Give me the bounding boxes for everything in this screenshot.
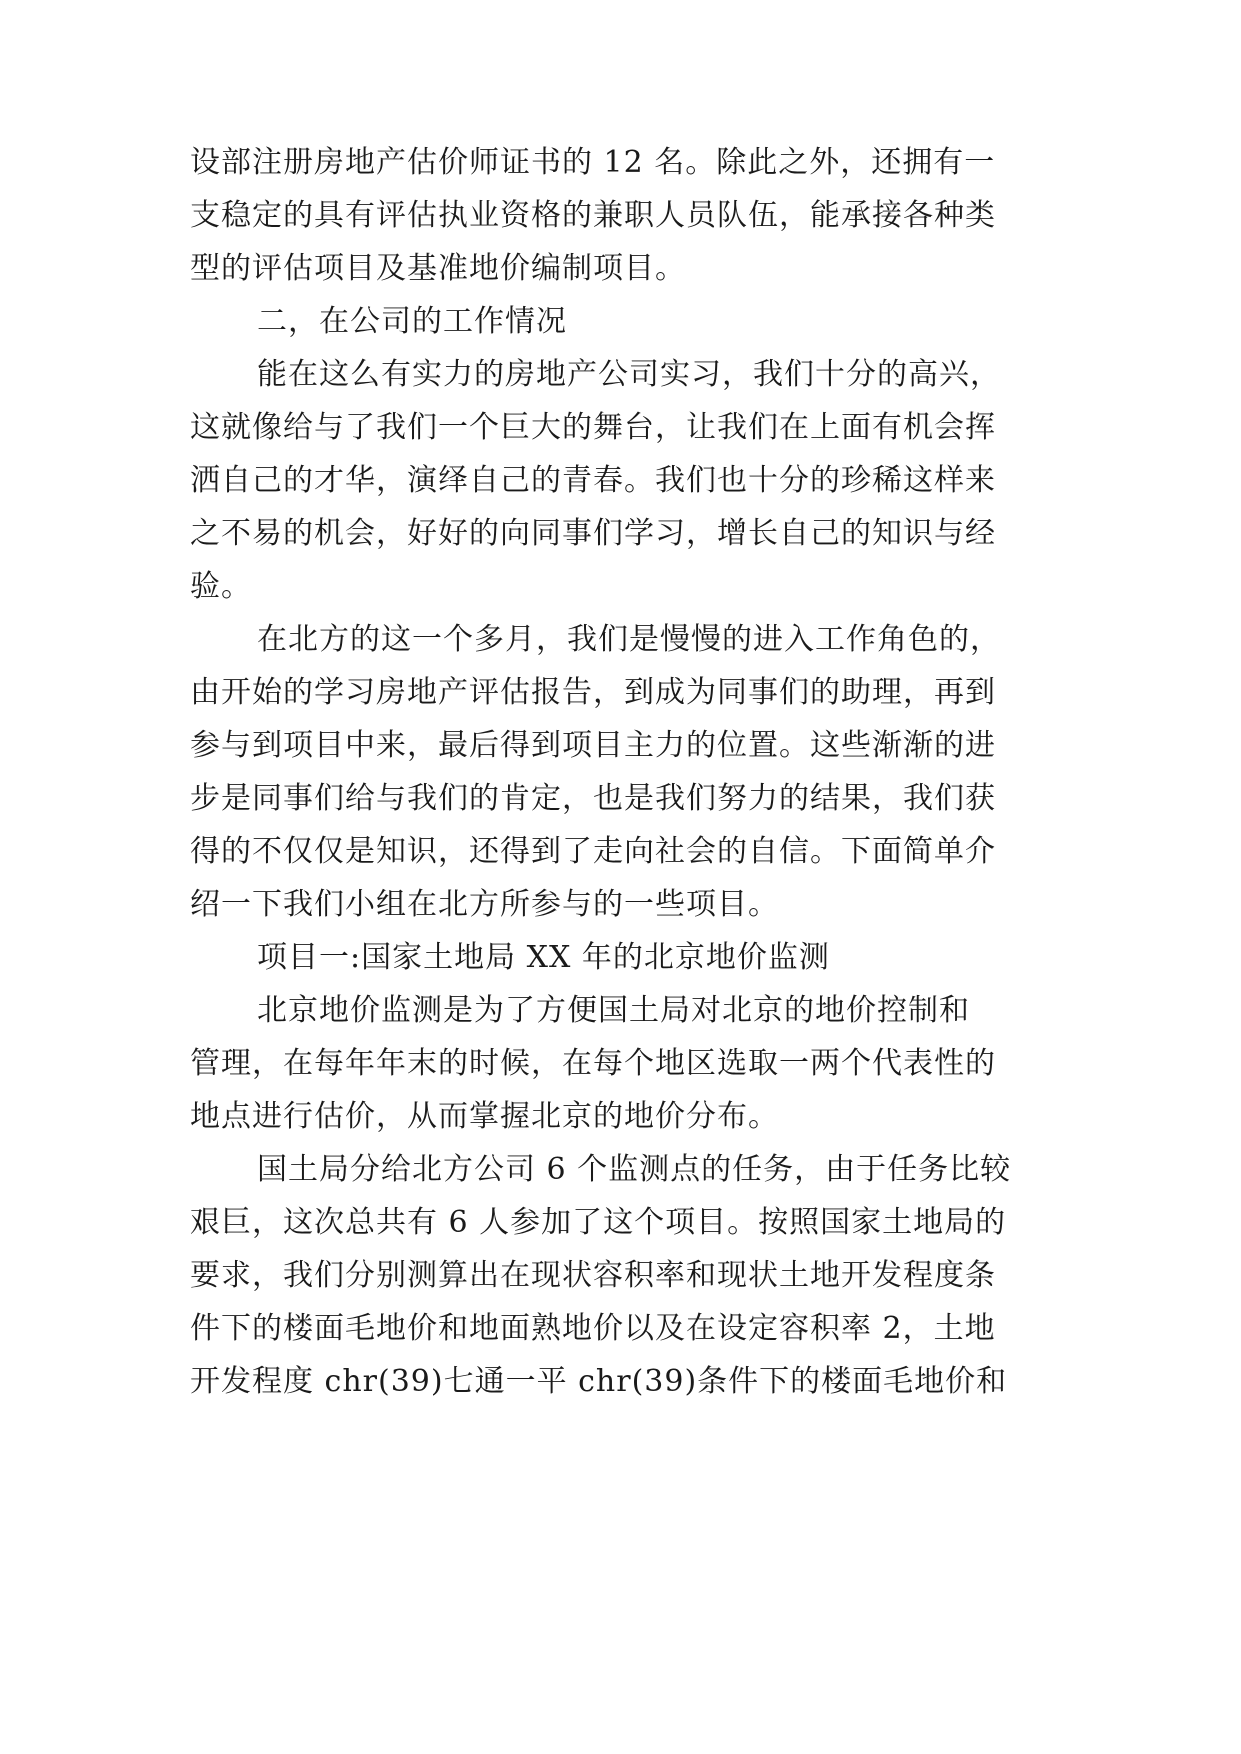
text-line: 在北方的这一个多月，我们是慢慢的进入工作角色的， [257, 622, 1001, 657]
text-line: 设部注册房地产估价师证书的 12 名。除此之外，还拥有一 [190, 145, 996, 180]
section-heading: 二，在公司的工作情况 [257, 304, 567, 339]
text-line: 件下的楼面毛地价和地面熟地价以及在设定容积率 2，土地 [190, 1311, 996, 1346]
text-line: 支稳定的具有评估执业资格的兼职人员队伍，能承接各种类 [190, 198, 996, 233]
section-heading: 项目一:国家土地局 XX 年的北京地价监测 [257, 940, 830, 975]
text-line: 绍一下我们小组在北方所参与的一些项目。 [190, 887, 779, 922]
text-line: 参与到项目中来，最后得到项目主力的位置。这些渐渐的进 [190, 728, 996, 763]
text-line: 洒自己的才华，演绎自己的青春。我们也十分的珍稀这样来 [190, 463, 996, 498]
text-line: 能在这么有实力的房地产公司实习，我们十分的高兴， [257, 357, 1001, 392]
text-line: 北京地价监测是为了方便国土局对北京的地价控制和 [257, 993, 970, 1028]
text-line: 验。 [190, 569, 252, 604]
text-line: 国土局分给北方公司 6 个监测点的任务，由于任务比较 [257, 1152, 1012, 1187]
text-line: 要求，我们分别测算出在现状容积率和现状土地开发程度条 [190, 1258, 996, 1293]
text-line: 由开始的学习房地产评估报告，到成为同事们的助理，再到 [190, 675, 996, 710]
text-line: 得的不仅仅是知识，还得到了走向社会的自信。下面简单介 [190, 834, 996, 869]
text-line: 艰巨，这次总共有 6 人参加了这个项目。按照国家土地局的 [190, 1205, 1007, 1240]
text-line: 开发程度 chr(39)七通一平 chr(39)条件下的楼面毛地价和 [190, 1364, 1008, 1399]
text-line: 这就像给与了我们一个巨大的舞台，让我们在上面有机会挥 [190, 410, 996, 445]
text-line: 管理，在每年年末的时候，在每个地区选取一两个代表性的 [190, 1046, 996, 1081]
text-line: 之不易的机会，好好的向同事们学习，增长自己的知识与经 [190, 516, 996, 551]
text-line: 型的评估项目及基准地价编制项目。 [190, 251, 686, 286]
text-line: 地点进行估价，从而掌握北京的地价分布。 [190, 1099, 779, 1134]
text-line: 步是同事们给与我们的肯定，也是我们努力的结果，我们获 [190, 781, 996, 816]
